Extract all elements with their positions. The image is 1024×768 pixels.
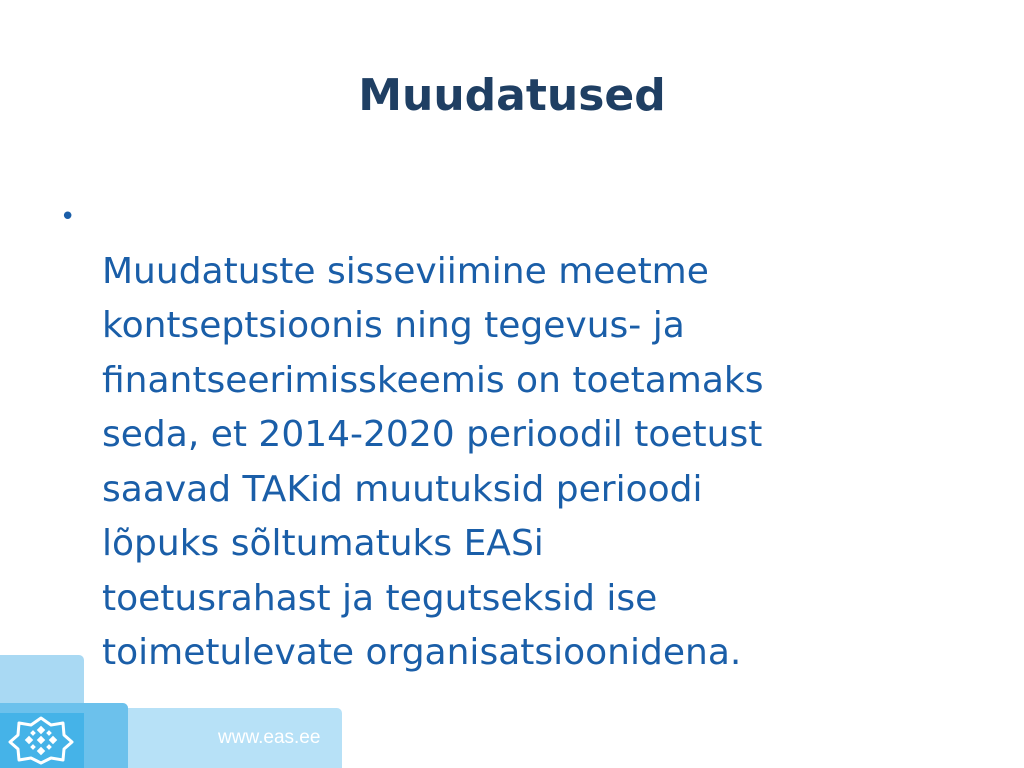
bullet-text: Muudatuste sisseviimine meetme kontseptsioonis ning tegevus- ja finantseerimisskeemis on toetamaks seda, et 2014-2020 perioodil toetust saavad TAKid muutuksid perioodi lõpuks sõltumatuks EASi toetusrahast ja tegutseksid ise toimetulevate organisatsioonidena. (102, 250, 764, 673)
eas-snowflake-logo-icon (8, 715, 74, 765)
bullet-list (60, 190, 960, 681)
bullet-item (60, 190, 960, 681)
bullet-marker: • (60, 202, 76, 232)
slide-title: Muudatused (358, 70, 666, 121)
footer-url: www.eas.ee (218, 727, 321, 748)
